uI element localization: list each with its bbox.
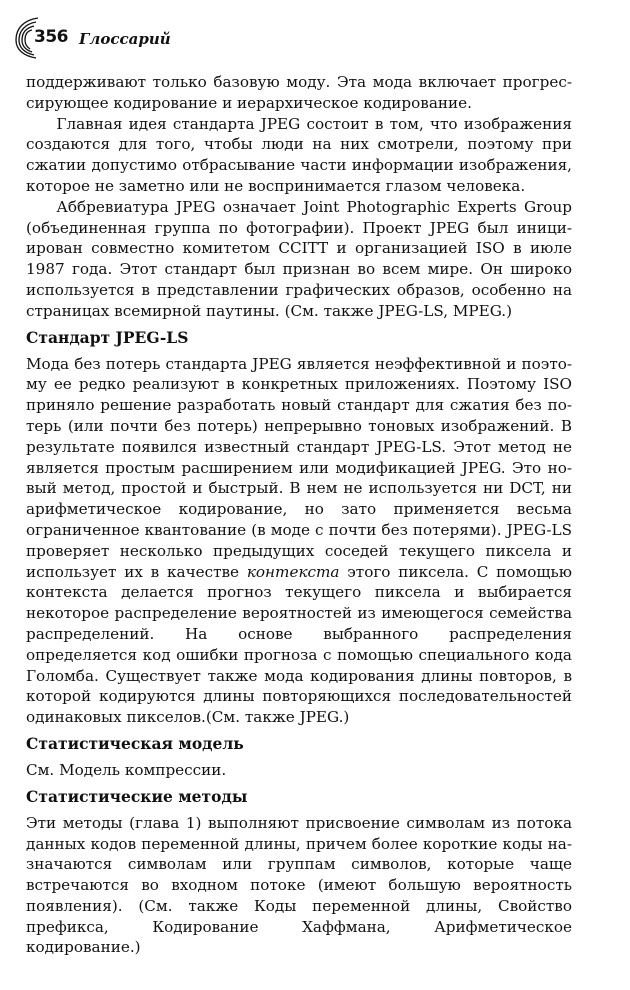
section-heading-statistical-model: Статистическая модель <box>26 733 244 753</box>
running-title: Глоссарий <box>79 30 171 48</box>
paragraph: Главная идея стандарта JPEG состоит в том, что изображения создаются для того, чтобы люди на них смотрели, поэтому при сжатии допустимо отбрасывание части информации изображения, которое не заметно или не воспринимается глазом человека. <box>26 114 572 195</box>
text-run: Мода без потерь стандарта JPEG является неэффективной и поэтому ее редко реализуют в конкретных приложениях. Поэтому ISO приняло решение разработать новый стандарт для сжатия без потерь (или почти без потерь) непрерывно тоновых изображений. В результате появился известный стандарт JPEG-LS. Этот метод не является простым расширением или модификацией JPEG. Это новый метод, простой и быстрый. В нем не используется ни DCT, ни арифметическое кодирование, но зато применяется весьма ограниченное квантование (в моде с почти без потерями). JPEG-LS проверяет несколько предыдущих соседей текущего пиксела и использует их в качестве <box>26 354 572 581</box>
section-heading-jpeg-ls: Стандарт JPEG-LS <box>26 327 189 347</box>
page-number: 356 <box>34 27 68 47</box>
paragraph: Аббревиатура JPEG означает Joint Photographic Experts Group (объединенная группа по фотографии). Проект JPEG был инициирован совместно комитетом CCITT и организацией ISO в июле 1987 года. Этот стандарт был признан во всем мире. Он широко используется в представлении графических образов, особенно на страницах всемирной паутины. (См. также JPEG-LS, MPEG.) <box>26 197 572 320</box>
page-header <box>12 14 612 64</box>
section-heading-statistical-methods: Статистические методы <box>26 786 248 806</box>
italic-term: контекста <box>246 562 340 581</box>
paragraph: поддерживают только базовую моду. Эта мода включает прогрессирующее кодирование и иерархическое кодирование. <box>26 73 572 112</box>
paragraph-statistical-model: См. Модель компрессии. <box>26 760 227 779</box>
paragraph-statistical-methods: Эти методы (глава 1) выполняют присвоение символам из потока данных кодов переменной длины, причем более короткие коды назначаются символам или группам символов, которые чаще встречаются во входном потоке (имеют большую вероятность появления). (См. также Коды переменной длины, Свойство префикса, Кодирование Хаффмана, Арифметическое кодирование.) <box>26 813 572 957</box>
paragraph-jpeg-ls <box>26 354 572 728</box>
page-content <box>26 72 572 958</box>
text-run: этого пиксела. С помощью контекста делается прогноз текущего пиксела и выбирается некоторое распределение вероятностей из имеющегося семейства распределений. На основе выбранного распределения определяется код ошибки прогноза с помощью специального кода Голомба. Существует также мода кодирования длины повторов, в которой кодируются длины повторяющихся последовательностей одинаковых пикселов.(См. также JPEG.) <box>26 562 573 727</box>
